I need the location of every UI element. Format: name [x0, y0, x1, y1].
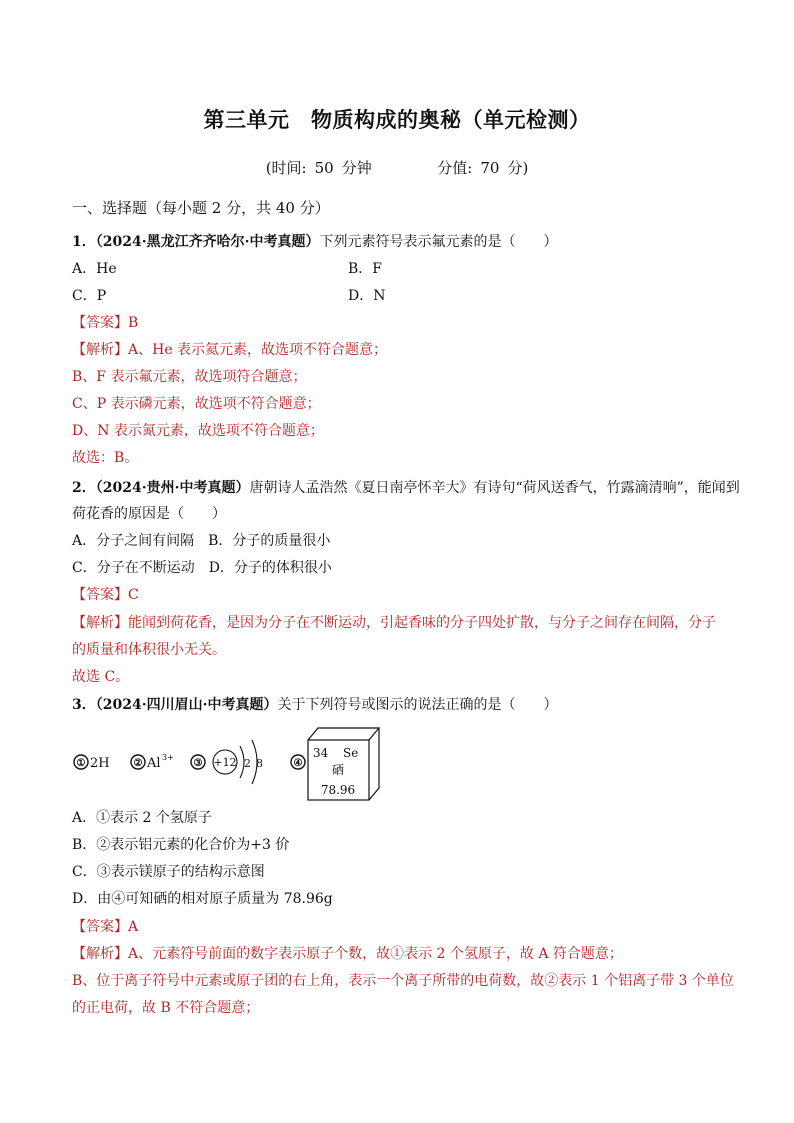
- fig-2h: 2H: [90, 756, 110, 771]
- q2-options-ab: A．分子之间有间隔 B．分子的质量很小: [72, 533, 331, 549]
- question-3: [72, 695, 557, 715]
- q3-stem: 关于下列符号或图示的说法正确的是（ ）: [277, 697, 558, 713]
- q3-option-b: B．②表示铝元素的化合价为+3 价: [72, 837, 290, 853]
- q1-number: 1．: [72, 234, 96, 250]
- q1-analysis-4: D、N 表示氮元素，故选项不符合题意；: [72, 423, 324, 439]
- q2-analysis-tag: 【解析】: [72, 615, 128, 631]
- q2-source: （2024·贵州·中考真题）: [95, 480, 250, 496]
- q1-analysis-text-1: A、He 表示氦元素，故选项不符合题意；: [128, 342, 388, 358]
- q3-analysis-1: [72, 944, 623, 964]
- q3-figure: [72, 722, 472, 802]
- q3-source: （2024·四川眉山·中考真题）: [95, 697, 278, 713]
- question-1: [72, 232, 557, 252]
- fig-label-1: ①: [76, 758, 86, 769]
- q3-answer: [72, 917, 138, 937]
- time-unit: 分钟: [341, 159, 372, 177]
- q3-option-d: D．由④可知硒的相对原子质量为 78.96g: [72, 891, 333, 907]
- q2-answer: [72, 585, 139, 605]
- q3-analysis-tag: 【解析】: [72, 946, 128, 962]
- q3-analysis-3: 的正电荷，故 B 不符合题意；: [72, 1000, 260, 1016]
- q2-options-cd: C．分子在不断运动 D．分子的体积很小: [72, 560, 332, 576]
- q1-option-a: A．He: [72, 261, 117, 277]
- q2-number: 2．: [72, 480, 96, 496]
- q3-analysis-2: B、位于离子符号中元素或原子团的右上角，表示一个离子所带的电荷数，故②表示 1 个铝离子带 3 个单位: [72, 973, 734, 989]
- q2-analysis-1: [72, 613, 716, 633]
- q1-answer-tag: 【答案】: [72, 315, 128, 331]
- fig-electrons-2: 8: [256, 757, 263, 770]
- time-label: (时间:: [265, 159, 307, 177]
- q1-option-d: D．N: [348, 288, 386, 304]
- score-unit: 分): [507, 159, 529, 177]
- fig-label-3: ③: [193, 758, 203, 769]
- q3-option-a: A．①表示 2 个氢原子: [72, 810, 212, 826]
- q2-stem-2: 荷花香的原因是（ ）: [72, 506, 226, 522]
- q1-answer-value: B: [128, 315, 139, 331]
- q1-option-c: C．P: [72, 288, 107, 304]
- q1-analysis-3: C、P 表示磷元素，故选项不符合题意；: [72, 396, 321, 412]
- q1-analysis-1: [72, 340, 387, 360]
- section-heading: 一、选择题（每小题 2 分，共 40 分）: [72, 199, 330, 217]
- fig-atomic-number: 34: [313, 746, 329, 760]
- q1-stem: 下列元素符号表示氟元素的是（ ）: [319, 234, 558, 250]
- q2-analysis-text-1: 能闻到荷花香，是因为分子在不断运动，引起香味的分子四处扩散，与分子之间存在间隔，分子: [128, 615, 716, 631]
- q1-analysis-tag: 【解析】: [72, 342, 128, 358]
- q2-answer-tag: 【答案】: [72, 587, 128, 603]
- fig-nucleus-charge: +12: [213, 756, 237, 769]
- page-title: 第三单元 物质构成的奥秘（单元检测）: [203, 108, 591, 132]
- q2-stem-1: 唐朝诗人孟浩然《夏日南亭怀辛大》有诗句“荷风送香气，竹露滴清响”，能闻到: [249, 480, 740, 496]
- q3-answer-tag: 【答案】: [72, 919, 128, 935]
- q2-conclusion: 故选 C。: [72, 669, 130, 685]
- q2-answer-value: C: [128, 587, 139, 603]
- q3-analysis-text-1: A、元素符号前面的数字表示原子个数，故①表示 2 个氢原子，故 A 符合题意；: [128, 946, 623, 962]
- fig-element-name: 硒: [331, 763, 345, 777]
- exam-info: [0, 157, 794, 178]
- score-value: 70: [480, 159, 500, 177]
- q3-number: 3．: [72, 697, 96, 713]
- q1-analysis-2: B、F 表示氟元素，故选项符合题意；: [72, 369, 307, 385]
- fig-label-4: ④: [293, 758, 303, 769]
- q1-conclusion: 故选：B。: [72, 450, 139, 466]
- q1-answer: [72, 313, 138, 333]
- score-label: 分值:: [437, 159, 473, 177]
- q3-answer-value: A: [128, 919, 139, 935]
- fig-label-2: ②: [133, 758, 143, 769]
- fig-al-charge: 3+: [162, 753, 174, 762]
- fig-element-symbol: Se: [343, 746, 359, 760]
- q1-source: （2024·黑龙江齐齐哈尔·中考真题）: [95, 234, 320, 250]
- fig-electrons-1: 2: [244, 757, 251, 770]
- question-2: [72, 478, 740, 498]
- q3-option-c: C．③表示镁原子的结构示意图: [72, 864, 265, 880]
- fig-atomic-mass: 78.96: [320, 783, 356, 797]
- q2-analysis-2: 的质量和体积很小无关。: [72, 642, 226, 658]
- q1-option-b: B．F: [348, 261, 383, 277]
- time-value: 50: [314, 159, 334, 177]
- fig-al-ion: Al: [147, 756, 161, 771]
